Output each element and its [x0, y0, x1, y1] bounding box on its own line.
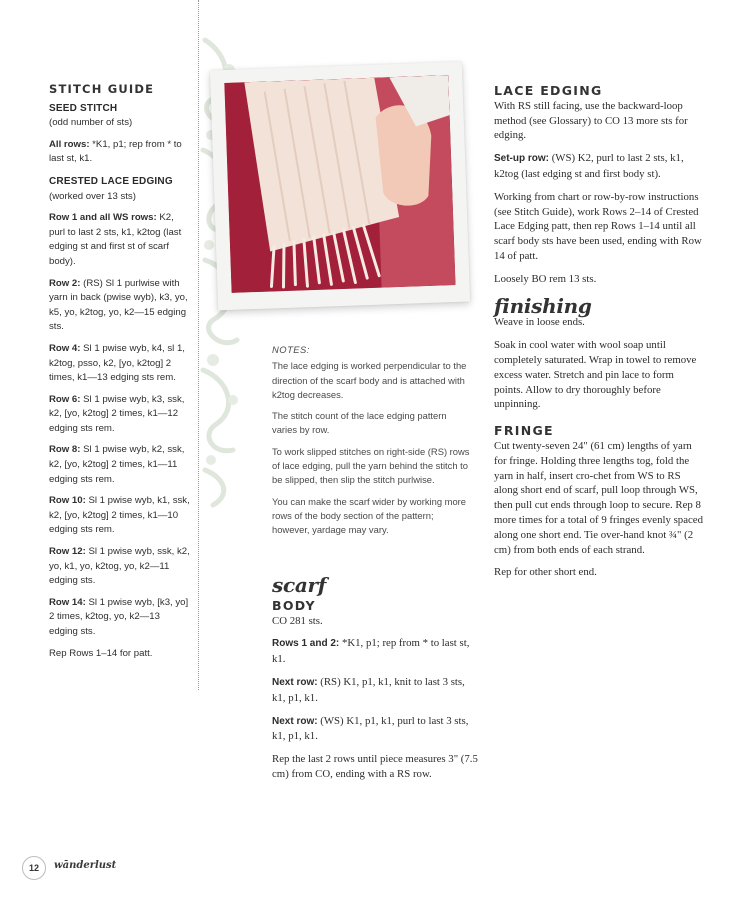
scarf-section: [272, 573, 478, 782]
lace-row-14: Row 14: Sl 1 pwise wyb, [k3, yo] 2 times, k2tog, yo, k2—13 edging sts.: [49, 596, 189, 637]
lace-repeat: Rep Rows 1–14 for patt.: [49, 647, 153, 659]
magazine-name: wānderlust: [54, 860, 117, 871]
lace-row-1: Row 1 and all WS rows: K2, purl to last 2 sts, k1, k2tog (last edging st and first st of scarf body).: [49, 212, 182, 267]
right-column: [494, 84, 704, 580]
body-step: Rows 1 and 2: *K1, p1; rep from * to last st, k1.: [272, 637, 470, 666]
body-step: Next row: (WS) K1, p1, k1, purl to last 3 sts, k1, p1, k1.: [272, 714, 469, 743]
finishing-weave: Weave in loose ends.: [494, 316, 585, 329]
body-step: Next row: (RS) K1, p1, k1, knit to last 3 sts, k1, p1, k1.: [272, 675, 465, 704]
fringe-heading: FRINGE: [494, 423, 554, 439]
lace-edging-working: Working from chart or row-by-row instructions (see Stitch Guide), work Rows 2–14 of Crested Lace Edging patt, then rep Rows 1–14 until all scarf body sts have been used, ending with Row 14 of patt.: [494, 190, 702, 262]
lace-edging-setup: Set-up row: (WS) K2, purl to last 2 sts, k1, k2tog (last edging st and first body st).: [494, 152, 684, 180]
scarf-photo-frame: [210, 62, 470, 311]
fringe-text: Cut twenty-seven 24" (61 cm) lengths of yarn for fringe. Holding three lengths tog, fold the yarn in half, insert cro-chet from WS to RS along short end of scarf, pull loop through WS, then pull cut ends through loop to secure. Rep 8 more times for a total of 9 fringes evenly spaced along one short end. Tie over-hand knot ¾" (2 cm) from both ends of each strand.: [494, 439, 703, 556]
crested-lace-note: (worked over 13 sts): [49, 190, 136, 202]
seed-stitch-heading: SEED STITCH: [49, 102, 118, 114]
lace-edging-bo: Loosely BO rem 13 sts.: [494, 272, 597, 285]
scarf-illustration-icon: [224, 75, 455, 293]
lace-row-6: Row 6: Sl 1 pwise wyb, k3, ssk, k2, [yo, k2tog] 2 times, k1—12 edging sts rem.: [49, 393, 185, 434]
lace-edging-heading: LACE EDGING: [494, 83, 603, 98]
lace-row-2: Row 2: (RS) Sl 1 purlwise with yarn in back (pwise wyb), k3, yo, k5, yo, k2tog, yo, k2—15 edging sts.: [49, 277, 188, 333]
scarf-title: scarf: [272, 573, 327, 597]
note-item: The lace edging is worked perpendicular to the direction of the scarf body and is attached with k2tog decreases.: [272, 360, 467, 400]
body-repeat: Rep the last 2 rows until piece measures 3" (7.5 cm) from CO, ending with a RS row.: [272, 753, 478, 780]
body-heading: BODY: [272, 597, 316, 613]
page-footer: [22, 856, 222, 882]
notes-label: NOTES:: [272, 344, 310, 355]
lace-edging-intro: With RS still facing, use the backward-loop method (see Glossary) to CO 13 more sts for edging.: [494, 99, 688, 142]
finishing-soak: Soak in cool water with wool soap until completely saturated. Wrap in towel to remove excess water. Stretch and pin lace to form points. Allow to dry thoroughly before unpinning.: [494, 339, 697, 411]
scarf-photo: [224, 75, 455, 293]
note-item: You can make the scarf wider by working more rows of the body section of the pattern; however, yardage may vary.: [272, 495, 467, 536]
body-co: CO 281 sts.: [272, 614, 323, 627]
lace-row-12: Row 12: Sl 1 pwise wyb, ssk, k2, yo, k1, yo, k2tog, yo, k2—11 edging sts.: [49, 546, 190, 587]
fringe-rep: Rep for other short end.: [494, 566, 597, 579]
note-item: The stitch count of the lace edging pattern varies by row.: [272, 410, 447, 436]
seed-stitch-note: (odd number of sts): [49, 117, 133, 129]
stitch-guide-heading: STITCH GUIDE: [49, 82, 155, 96]
seed-stitch-all-rows: All rows: *K1, p1; rep from * to last st, k1.: [49, 138, 182, 165]
page-number: 12: [22, 856, 46, 880]
notes-section: [272, 343, 472, 545]
lace-row-8: Row 8: Sl 1 pwise wyb, k2, ssk, k2, [yo, k2tog] 2 times, k1—11 edging sts rem.: [49, 444, 185, 485]
stitch-guide: [49, 82, 191, 661]
finishing-title: finishing: [494, 293, 592, 318]
lace-row-4: Row 4: Sl 1 pwise wyb, k4, sl 1, k2tog, psso, k2, [yo, k2tog] 2 times, k1—13 edging sts rem.: [49, 342, 185, 384]
note-item: To work slipped stitches on right-side (RS) rows of lace edging, pull the yarn behind the stitch to be slipped, then slip the stitch purlwise.: [272, 445, 470, 486]
lace-row-10: Row 10: Sl 1 pwise wyb, k1, ssk, k2, [yo, k2tog] 2 times, k1—10 edging sts rem.: [49, 495, 190, 536]
crested-lace-heading: CRESTED LACE EDGING: [49, 175, 173, 187]
